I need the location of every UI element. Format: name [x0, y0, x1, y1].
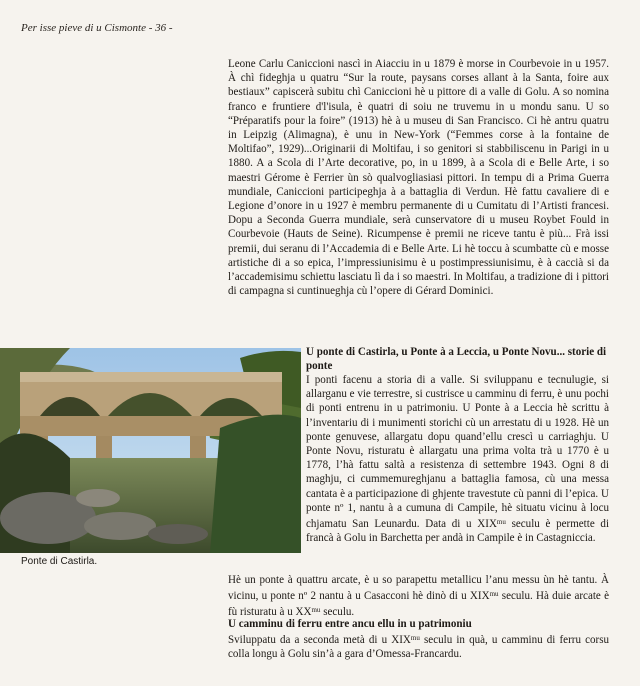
bridges-full-text-a: Hè un ponte à quattru arcate, è u so parapettu metallicu l’anu messu ùn hè tantu. À vicinu, u ponte nº 2 nantu à u Casacconi hè dinò di u	[228, 574, 609, 603]
bridges-full-text-c: seculu.	[323, 606, 355, 619]
ordinal-suffix: mu	[410, 634, 420, 642]
bridge-photo-illustration	[0, 348, 301, 553]
bridges-paragraph-text-end: seculu è permette di francà à Golu in Barchetta per andà in Campile è in Castagniccia.	[306, 518, 610, 545]
intro-paragraph: Leone Carlu Caniccioni nascì in Aiacciu in u 1879 è morse in Courbevoie in u 1957. À chì fideghja u quatru “Sur la route, paysans corses allant à la Santa, foire aux bestiaux” capiscerà subitu chì Caniccioni hè u pittore di a valle di Golu. A so nomina franco e fruntiere d'l'isula, è quatri di soiu ne truvemu in u mondu sanu. U so “Préparatifs pour la foire” (1913) hè à u museu di San Francisco. Ci hè antru quatru in Leipzig (Alimagna), è unu in New-York (“Femmes corse à la fontaine de Moltifao”, 1929)...Originarii di Moltifau, i so genitori si stabbiliscenu in Parigi in u 1880. A a Scola di l’Arte decorative, po, in u 1899, à a Scola di e Belle Arte, i so maestri Gérome è Ferrier ùn sò qualvogliasiasi pittori. In tempu di a Prima Guerra mundiale, Caniccioni participeghja à a battaglia di Verdun. Hè fattu cavaliere di e Legione d’onore in u 1927 è membru permanente di u Cumitatu di l’Artisti francesi. Dopu a Seconda Guerra mundiale, serà cunservatore di u museu Roybet Fould in Courbevoie (Hauts de Seine). Ricumpense è premii ne riceve tantu è più... Frà issi premii, dui seranu di l’Accademia di e Belle Arte. Li hè toccu à scumbatte cù e mosse artistiche di a so epica, l’impressiunisimu è u postimpressiunisimu, è à caccià si da l’accademisimu schiettu lasciatu lì da i so maestri. In Moltifau, a tradizione di i pittori di campagna si cuntinueghja cù l’opere di Gérard Dominici.	[228, 58, 609, 298]
section-heading-railway: U camminu di ferru entre ancu ellu in u patrimoniu	[228, 618, 472, 630]
railway-text-b: seculu in quà, u camminu di ferru corsu colla longu à Golu sin’à a gara d’Omessa-Francardu.	[228, 634, 610, 661]
century-xix: XIX	[469, 590, 490, 603]
ordinal-suffix: mu	[311, 606, 321, 615]
bridges-paragraph-wrapped	[306, 373, 609, 545]
bridges-full-text-b: seculu. Hà duie arcate è fù risturatu à u	[228, 590, 609, 619]
railway-paragraph	[228, 631, 609, 661]
railway-text-a: Sviluppatu da a seconda metà di u	[228, 634, 388, 646]
century-xx: XX	[295, 606, 312, 619]
bridges-paragraph-text: I ponti facenu a storia di a valle. Si sviluppanu e tecnulugie, si allarganu e vie terrestre, si custrisce u camminu di ferru, è unu pochi di ponti entrenu in u patrimoniu. U Ponte à a Leccia hè scrittu à l’inventariu di i munimenti storichi cù un arrestatu di u 1928. Hè un ponte genuvese, allargatu dopu quand’ellu crescì u carriaghju. U Ponte Novu, risturatu è allargatu una prima volta trà u 1770 è u 1778, l’hà fattu saltà a resistenza di settembre 1943. Ogni 8 di maghju, ci cummemureghjanu a battaglia famosa, cù una messa cantata è a participazione di ghjente travestute cù panni di l’epica. U ponte nº 1, nantu à a cumuna di Campile, hè situatu vicinu à locu chjamatu San Leunardu. Data di u	[306, 374, 609, 531]
bridge-photo	[0, 348, 301, 553]
photo-caption: Ponte di Castirla.	[21, 556, 98, 567]
century-xix: XIX	[477, 518, 497, 531]
ordinal-suffix: mu	[496, 518, 506, 527]
bridges-paragraph-full-width	[228, 573, 609, 620]
section-heading-bridges: U ponte di Castirla, u Ponte à a Leccia, u Ponte Novu... storie di ponte	[306, 346, 607, 373]
running-head: Per isse pieve di u Cismonte - 36 -	[21, 22, 173, 34]
century-xix: XIX	[391, 634, 411, 646]
ordinal-suffix: mu	[489, 590, 499, 599]
